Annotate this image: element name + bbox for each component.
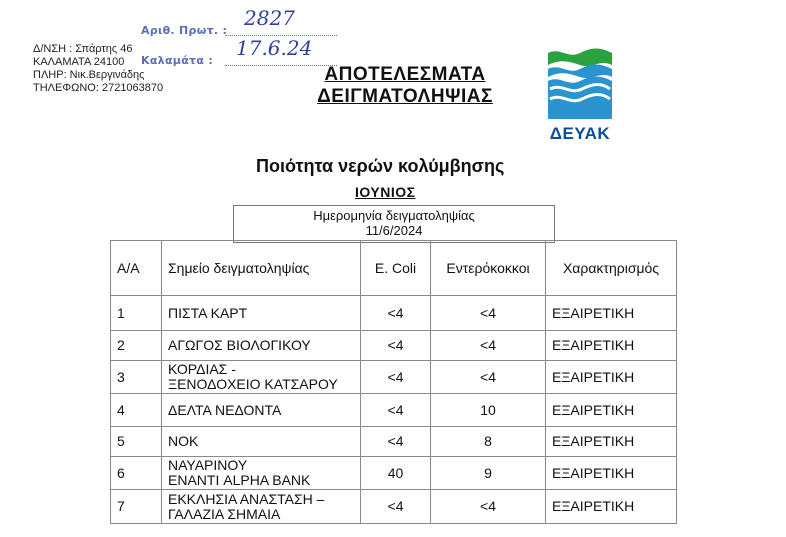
- table-row: [111, 361, 677, 394]
- rating-cell: ΕΞΑΙΡΕΤΙΚΗ: [546, 457, 677, 490]
- row-number-cell: 5: [111, 427, 162, 457]
- deyak-logo: [546, 43, 614, 143]
- protocol-date-value: 17.6.24: [236, 36, 313, 60]
- sampling-point-cell: ΑΓΩΓΟΣ ΒΙΟΛΟΓΙΚΟΥ: [162, 331, 361, 361]
- ecoli-cell: <4: [361, 296, 431, 331]
- report-subtitle: Ποιότητα νερών κολύμβησης: [256, 156, 505, 176]
- table-row: [111, 394, 677, 427]
- rating-cell: ΕΞΑΙΡΕΤΙΚΗ: [546, 394, 677, 427]
- header-rating: Χαρακτηρισμός: [546, 241, 677, 296]
- sampling-point-cell: ΠΙΣΤΑ ΚΑΡΤ: [162, 296, 361, 331]
- row-number-cell: 4: [111, 394, 162, 427]
- ecoli-cell: <4: [361, 490, 431, 524]
- rating-cell: ΕΞΑΙΡΕΤΙΚΗ: [546, 331, 677, 361]
- enterococci-cell: <4: [431, 296, 546, 331]
- sampling-point-cell: ΕΚΚΛΗΣΙΑ ΑΝΑΣΤΑΣΗ – ΓΑΛΑΖΙΑ ΣΗΜΑΙΑ: [162, 490, 361, 524]
- header-point: Σημείο δειγματοληψίας: [162, 241, 361, 296]
- enterococci-cell: <4: [431, 361, 546, 394]
- protocol-number-value: 2827: [244, 6, 295, 30]
- table-row: [111, 427, 677, 457]
- row-number-cell: 2: [111, 331, 162, 361]
- enterococci-cell: <4: [431, 331, 546, 361]
- sender-info: [33, 43, 233, 95]
- sampling-point-cell: ΚΟΡΔΙΑΣ - ΞΕΝΟΔΟΧΕΙΟ ΚΑΤΣΑΡΟΥ: [162, 361, 361, 394]
- results-table: [110, 240, 677, 524]
- table-row: [111, 296, 677, 331]
- water-waves-icon: [546, 43, 614, 121]
- sender-phone: ΤΗΛΕΦΩΝΟ: 2721063870: [33, 82, 164, 94]
- ecoli-cell: <4: [361, 331, 431, 361]
- title-line-2: ΔΕΙΓΜΑΤΟΛΗΨΙΑΣ: [317, 86, 493, 107]
- header-ecoli: E. Coli: [361, 241, 431, 296]
- sampling-point-cell: ΝΑΥΑΡΙΝΟΥ ΕΝΑΝΤΙ ALPHA BANK: [162, 457, 361, 490]
- rating-cell: ΕΞΑΙΡΕΤΙΚΗ: [546, 490, 677, 524]
- sender-city: ΚΑΛΑΜΑΤΑ 24100: [33, 56, 125, 68]
- row-number-cell: 3: [111, 361, 162, 394]
- ecoli-cell: <4: [361, 427, 431, 457]
- table-row: [111, 457, 677, 490]
- table-row: [111, 490, 677, 524]
- row-number-cell: 1: [111, 296, 162, 331]
- ecoli-cell: 40: [361, 457, 431, 490]
- protocol-number-label: Αριθ. Πρωτ. :: [141, 24, 228, 37]
- sender-contact: ΠΛΗΡ: Νικ.Βεργινάδης: [33, 69, 145, 81]
- sampling-date-label: Ημερομηνία δειγματοληψίας: [313, 208, 475, 223]
- enterococci-cell: 8: [431, 427, 546, 457]
- header-aa: Α/Α: [111, 241, 162, 296]
- sampling-point-cell: ΝΟΚ: [162, 427, 361, 457]
- report-month: ΙΟΥΝΙΟΣ: [355, 184, 416, 200]
- rating-cell: ΕΞΑΙΡΕΤΙΚΗ: [546, 427, 677, 457]
- row-number-cell: 7: [111, 490, 162, 524]
- protocol-city-label: Καλαμάτα :: [141, 54, 214, 67]
- ecoli-cell: <4: [361, 361, 431, 394]
- enterococci-cell: 9: [431, 457, 546, 490]
- rating-cell: ΕΞΑΙΡΕΤΙΚΗ: [546, 296, 677, 331]
- sampling-point-cell: ΔΕΛΤΑ ΝΕΔΟΝΤΑ: [162, 394, 361, 427]
- sender-address: Δ/ΝΣΗ : Σπάρτης 46: [33, 43, 133, 55]
- sampling-date-value: 11/6/2024: [365, 223, 423, 238]
- rating-cell: ΕΞΑΙΡΕΤΙΚΗ: [546, 361, 677, 394]
- document-title: [290, 64, 520, 108]
- enterococci-cell: <4: [431, 490, 546, 524]
- header-enterococci: Εντερόκοκκοι: [431, 241, 546, 296]
- ecoli-cell: <4: [361, 394, 431, 427]
- table-header-row: [111, 241, 677, 296]
- logo-text: ΔΕΥΑΚ: [549, 124, 611, 143]
- row-number-cell: 6: [111, 457, 162, 490]
- enterococci-cell: 10: [431, 394, 546, 427]
- sampling-date-box: [233, 205, 555, 243]
- table-row: [111, 331, 677, 361]
- title-line-1: ΑΠΟΤΕΛΕΣΜΑΤΑ: [324, 64, 486, 85]
- results-body: [111, 241, 677, 524]
